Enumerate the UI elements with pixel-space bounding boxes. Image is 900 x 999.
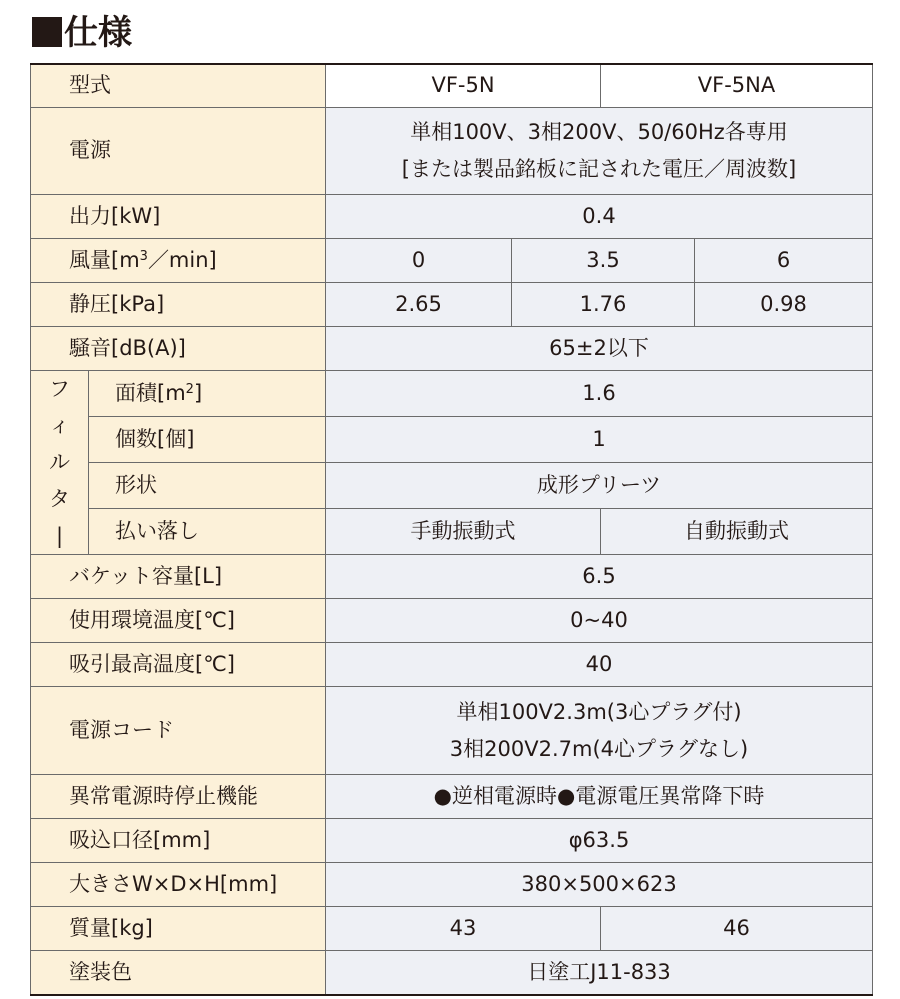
model-label: 型式 (31, 64, 326, 107)
paint-label: 塗装色 (31, 951, 326, 995)
power-cord-value (326, 687, 873, 775)
env-temp-label: 使用環境温度[℃] (31, 599, 326, 643)
table-row-power (31, 107, 873, 194)
table-row-static-pressure (31, 282, 873, 326)
table-row-size (31, 863, 873, 907)
power-cord-line-2: 3相200V2.7m(4心プラグなし) (449, 736, 749, 761)
model-vf5na: VF-5NA (601, 64, 873, 107)
power-line-1: 単相100V、3相200V、50/60Hz各専用 (410, 119, 788, 144)
static-pressure-value-1: 2.65 (326, 282, 512, 326)
bucket-value: 6.5 (326, 555, 873, 599)
power-label: 電源 (31, 107, 326, 194)
section-title (32, 10, 132, 56)
power-line-2: [または製品銘板に記された電圧／周波数] (401, 156, 797, 181)
airflow-label-prefix: 風量[m (69, 247, 140, 272)
table-row-env-temp (31, 599, 873, 643)
airflow-value-2: 3.5 (512, 238, 695, 282)
noise-label: 騒音[dB(A)] (31, 326, 326, 370)
filter-area-value: 1.6 (326, 370, 873, 416)
noise-value: 65±2以下 (326, 326, 873, 370)
power-cord-line-1: 単相100V2.3m(3心プラグ付) (456, 700, 742, 724)
filter-area-label-sup: 2 (185, 381, 194, 397)
max-intake-temp-label: 吸引最高温度[℃] (31, 643, 326, 687)
abnormal-stop-label: 異常電源時停止機能 (31, 775, 326, 819)
filter-cleaning-auto: 自動振動式 (601, 509, 873, 555)
airflow-value-3: 6 (695, 238, 873, 282)
output-label: 出力[kW] (31, 194, 326, 238)
table-row-filter-shape (31, 462, 873, 508)
table-row-paint (31, 951, 873, 995)
filter-group-char: ィ (49, 413, 70, 438)
table-row-bucket (31, 555, 873, 599)
intake-diameter-value: φ63.5 (326, 819, 873, 863)
table-row-model (31, 64, 873, 107)
mass-value-vf5n: 43 (326, 907, 601, 951)
static-pressure-value-2: 1.76 (512, 282, 695, 326)
filter-area-label-prefix: 面積[m (115, 380, 186, 405)
static-pressure-value-3: 0.98 (695, 282, 873, 326)
spec-table (30, 63, 873, 996)
model-vf5n: VF-5N (326, 64, 601, 107)
filter-group-char: | (55, 523, 64, 548)
filter-group-char: ル (49, 450, 70, 474)
square-bullet-icon (32, 17, 62, 47)
filter-cleaning-manual: 手動振動式 (326, 509, 601, 555)
power-cord-label: 電源コード (31, 687, 326, 775)
table-row-filter-count (31, 416, 873, 462)
env-temp-value: 0~40 (326, 599, 873, 643)
size-label: 大きさW×D×H[mm] (31, 863, 326, 907)
airflow-label-sup: 3 (139, 248, 148, 264)
table-row-airflow (31, 238, 873, 282)
mass-label: 質量[kg] (31, 907, 326, 951)
size-value: 380×500×623 (326, 863, 873, 907)
filter-group-label (31, 370, 89, 555)
static-pressure-label: 静圧[kPa] (31, 282, 326, 326)
airflow-label-suffix: ／min] (147, 247, 217, 272)
table-row-noise (31, 326, 873, 370)
paint-value: 日塗工J11-833 (326, 951, 873, 995)
output-value: 0.4 (326, 194, 873, 238)
mass-value-vf5na: 46 (601, 907, 873, 951)
filter-area-label-suffix: ] (193, 380, 203, 405)
filter-group-char: フ (49, 376, 70, 401)
table-row-max-intake-temp (31, 643, 873, 687)
abnormal-stop-value: ●逆相電源時●電源電圧異常降下時 (326, 775, 873, 819)
section-title-text: 仕様 (64, 13, 132, 53)
airflow-value-1: 0 (326, 238, 512, 282)
power-value (326, 107, 873, 194)
airflow-label (31, 238, 326, 282)
filter-shape-value: 成形プリーツ (326, 462, 873, 508)
filter-area-label (89, 370, 326, 416)
table-row-output (31, 194, 873, 238)
table-row-intake-diameter (31, 819, 873, 863)
table-row-mass (31, 907, 873, 951)
table-row-abnormal-stop (31, 775, 873, 819)
bucket-label: バケット容量[L] (31, 555, 326, 599)
table-row-filter-area (31, 370, 873, 416)
filter-count-value: 1 (326, 416, 873, 462)
filter-group-char: タ (49, 486, 70, 511)
filter-cleaning-label: 払い落し (89, 509, 326, 555)
filter-shape-label: 形状 (89, 462, 326, 508)
max-intake-temp-value: 40 (326, 643, 873, 687)
filter-count-label: 個数[個] (89, 416, 326, 462)
table-row-power-cord (31, 687, 873, 775)
intake-diameter-label: 吸込口径[mm] (31, 819, 326, 863)
table-row-filter-cleaning (31, 509, 873, 555)
filter-group-text (31, 371, 88, 555)
